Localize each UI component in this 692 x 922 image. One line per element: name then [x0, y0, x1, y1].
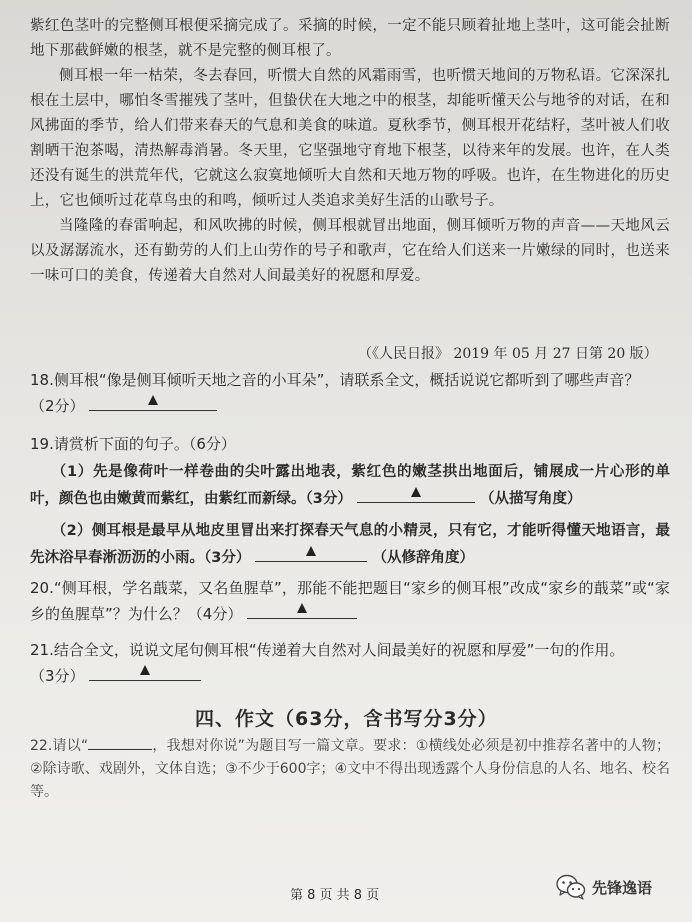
question-22-text: ，我想对你说”为题目写一篇文章。要求：①横线处必须是初中推荐名著中的人物；②除诗歌、戏剧外，文体自选；③不少于600字；④文中不得出现透露个人身份信息的人名、地名、校名等。 [30, 738, 670, 800]
question-22-prefix: 22.请以“ [30, 738, 89, 754]
page-number: 第 8 页 共 8 页 [290, 888, 380, 903]
triangle-marker-icon [148, 395, 158, 405]
answer-blank-19-1[interactable] [357, 486, 475, 503]
question-19-1 [30, 459, 670, 513]
question-20 [30, 575, 670, 627]
essay-title-blank[interactable] [88, 735, 152, 750]
answer-blank-18[interactable] [89, 394, 217, 411]
question-20-text: 20.“侧耳根，学名蕺菜，又名鱼腥草”，那能不能把题目“家乡的侧耳根”改成“家乡的蕺菜”或“家乡的鱼腥草”？为什么？（4分） [30, 579, 670, 623]
question-21 [30, 637, 670, 689]
question-19-1-hint: （从描写角度） [479, 491, 582, 507]
wechat-account-name: 先锋逸语 [592, 878, 653, 897]
answer-blank-21[interactable] [89, 664, 201, 681]
question-21-text: 21.结合全文，说说文尾句侧耳根“传递着大自然对人间最美好的祝愿和厚爱”一句的作用。 [30, 641, 625, 659]
question-19: 19.请赏析下面的句子。（6分） [30, 435, 236, 453]
question-18-text: 18.侧耳根“像是侧耳倾听天地之音的小耳朵”，请联系全文，概括说说它都听到了哪些声音？ [30, 371, 640, 389]
wechat-watermark [556, 874, 652, 900]
question-18-score: （2分） [30, 397, 85, 415]
passage-paragraph-2: 当隆隆的春雷响起，和风吹拂的时候，侧耳根就冒出地面，侧耳倾听万物的声音——天地风云以及潺潺流水，还有勤劳的人们上山劳作的号子和歌声，它在给人们送来一片嫩绿的同时，也送来一味可口的美食，传递着大自然对人间最美好的祝愿和厚爱。 [30, 218, 670, 284]
passage-source: （《人民日报》 2019 年 05 月 27 日第 20 版） [358, 346, 658, 362]
question-19-2-text: （2）侧耳根是最早从地皮里冒出来打探春天气息的小精灵，只有它，才能听得懂天地语言，最先沐浴早春淅沥沥的小雨。（3分） [30, 523, 670, 566]
question-19-1-text: （1）先是像荷叶一样卷曲的尖叶露出地表，紫红色的嫩茎拱出地面后，铺展成一片心形的单叶，颜色也由嫩黄而紫红，由紫红而新绿。（3分） [30, 464, 670, 507]
triangle-marker-icon [297, 603, 307, 613]
wechat-icon [556, 874, 586, 900]
triangle-marker-icon [306, 546, 316, 556]
question-21-score: （3分） [30, 667, 85, 685]
triangle-marker-icon [140, 665, 150, 675]
triangle-marker-icon [411, 487, 421, 497]
section-title-composition: 四、作文（63分，含书写分3分） [195, 708, 498, 730]
passage-paragraph-1: 侧耳根一年一枯荣，冬去春回，听惯大自然的风霜雨雪，也听惯天地间的万物私语。它深深扎根在土层中，哪怕冬雪摧残了茎叶，但蛰伏在大地之中的根茎，却能听懂天公与地爷的对话，在和风拂面的季节，给人们带来春天的气息和美食的味道。夏秋季节，侧耳根开花结籽，茎叶被人们收割晒干泡茶喝，清热解毒消暑。冬天里，它坚强地守育地下根茎，以待来年的发展。也许，在人类还没有诞生的洪荒年代，它就这么寂寞地倾听大自然和天地万物的呼吸。也许，在生物进化的历史上，它也倾听过花草鸟虫的和鸣，倾听过人类追求美好生活的山歌号子。 [30, 68, 670, 209]
question-22 [30, 735, 670, 804]
question-18 [30, 367, 670, 419]
reading-passage [30, 14, 670, 289]
answer-blank-19-2[interactable] [255, 545, 367, 562]
passage-paragraph-0: 紫红色茎叶的完整侧耳根便采摘完成了。采摘的时候，一定不能只顾着扯地上茎叶，这可能会扯断地下那截鲜嫩的根茎，就不是完整的侧耳根了。 [30, 18, 670, 59]
answer-blank-20[interactable] [247, 602, 357, 619]
question-19-2 [30, 518, 670, 572]
question-19-2-hint: （从修辞角度） [372, 550, 474, 566]
